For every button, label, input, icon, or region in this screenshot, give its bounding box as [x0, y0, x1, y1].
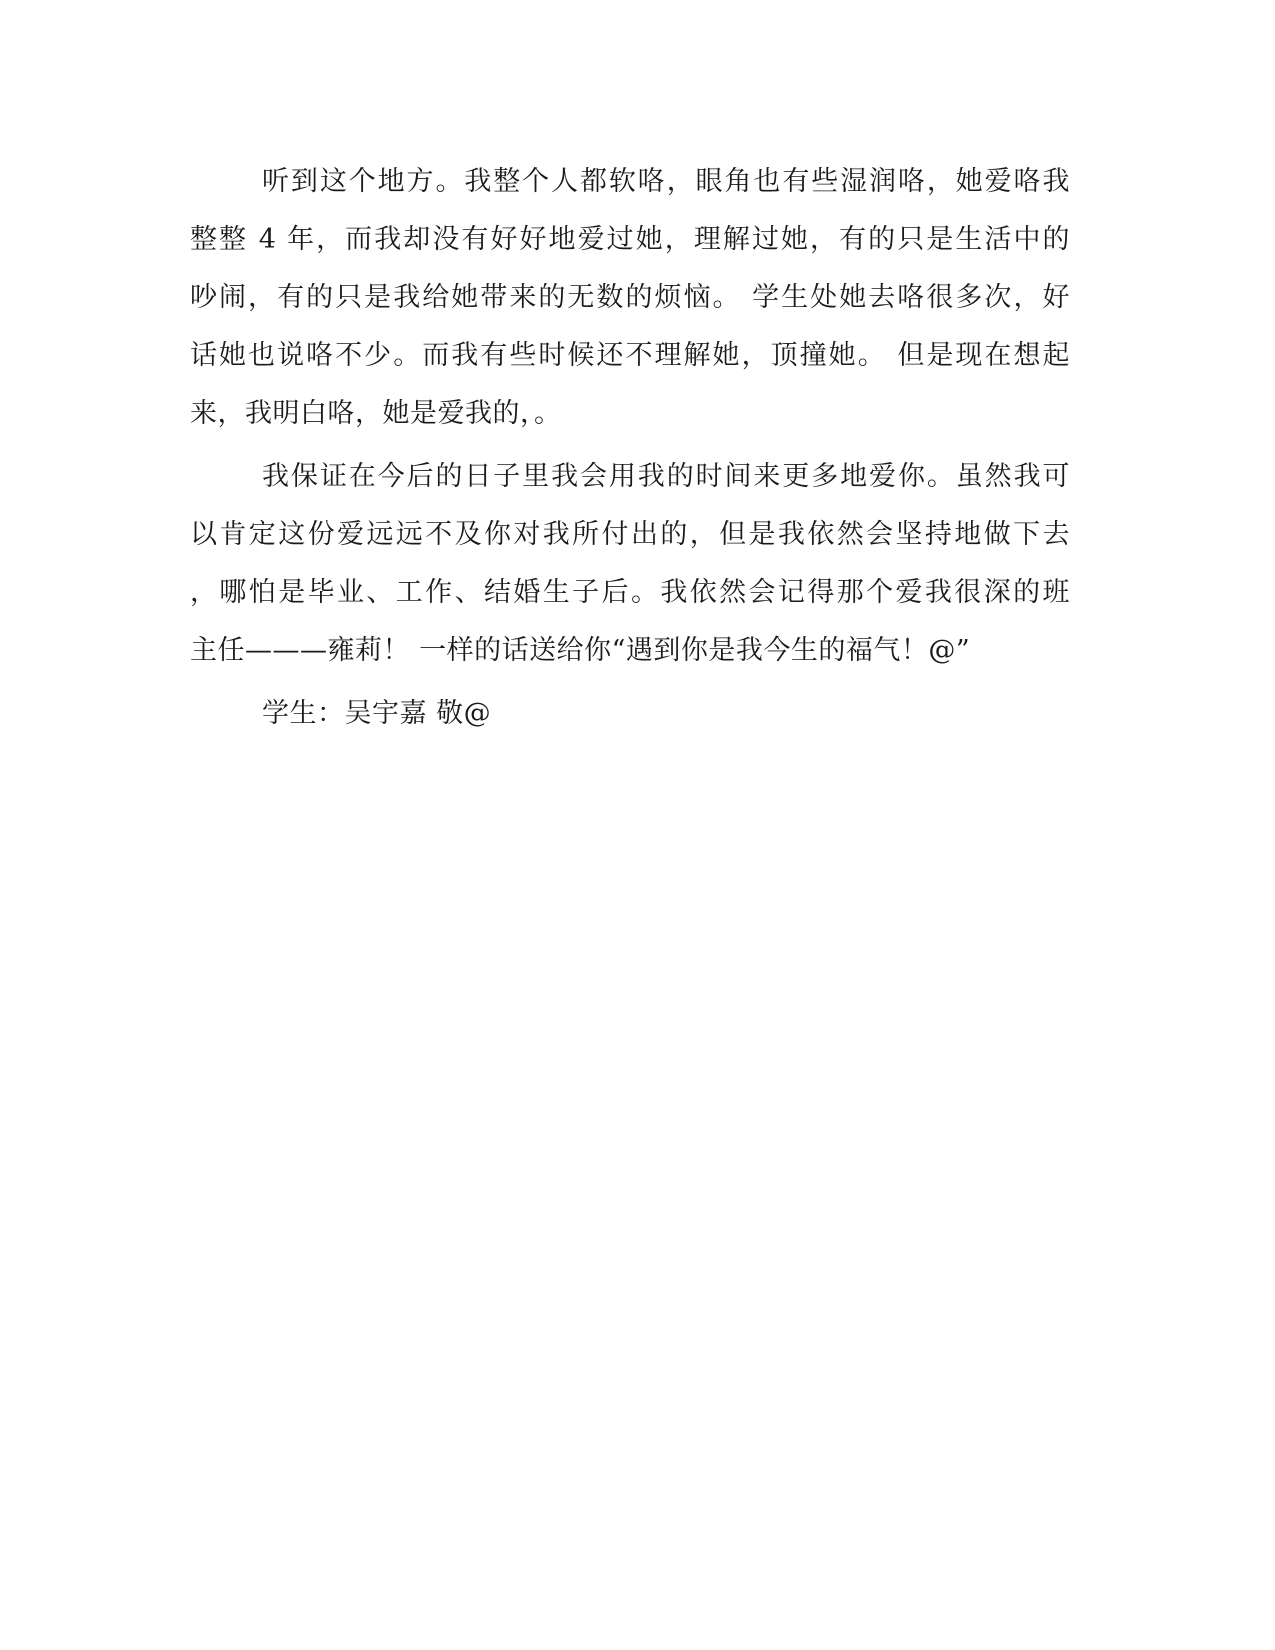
paragraph-2-line-2: 以肯定这份爱远远不及你对我所付出的，但是我依然会坚持地做下去 — [190, 519, 1070, 550]
paragraph-1-line-5: 来，我明白咯，她是爱我的，。 — [190, 398, 562, 429]
paragraph-1-line-1: 听到这个地方。我整个人都软咯，眼角也有些湿润咯，她爱咯我 — [262, 166, 1070, 197]
paragraph-2-line-1: 我保证在今后的日子里我会用我的时间来更多地爱你。虽然我可 — [262, 461, 1070, 492]
paragraph-1-line-2: 整整 4 年，而我却没有好好地爱过她，理解过她，有的只是生活中的 — [190, 224, 1070, 255]
paragraph-2-line-3: ，哪怕是毕业、工作、结婚生子后。我依然会记得那个爱我很深的班 — [190, 577, 1070, 608]
paragraph-1-line-3: 吵闹，有的只是我给她带来的无数的烦恼。 学生处她去咯很多次，好 — [190, 282, 1070, 313]
paragraph-1-line-4: 话她也说咯不少。而我有些时候还不理解她，顶撞她。 但是现在想起 — [190, 340, 1070, 371]
signature-line: 学生：吴宇嘉 敬@ — [262, 698, 492, 729]
paragraph-2-line-4: 主任———雍莉！ 一样的话送给你“遇到你是我今生的福气！@” — [190, 635, 971, 666]
